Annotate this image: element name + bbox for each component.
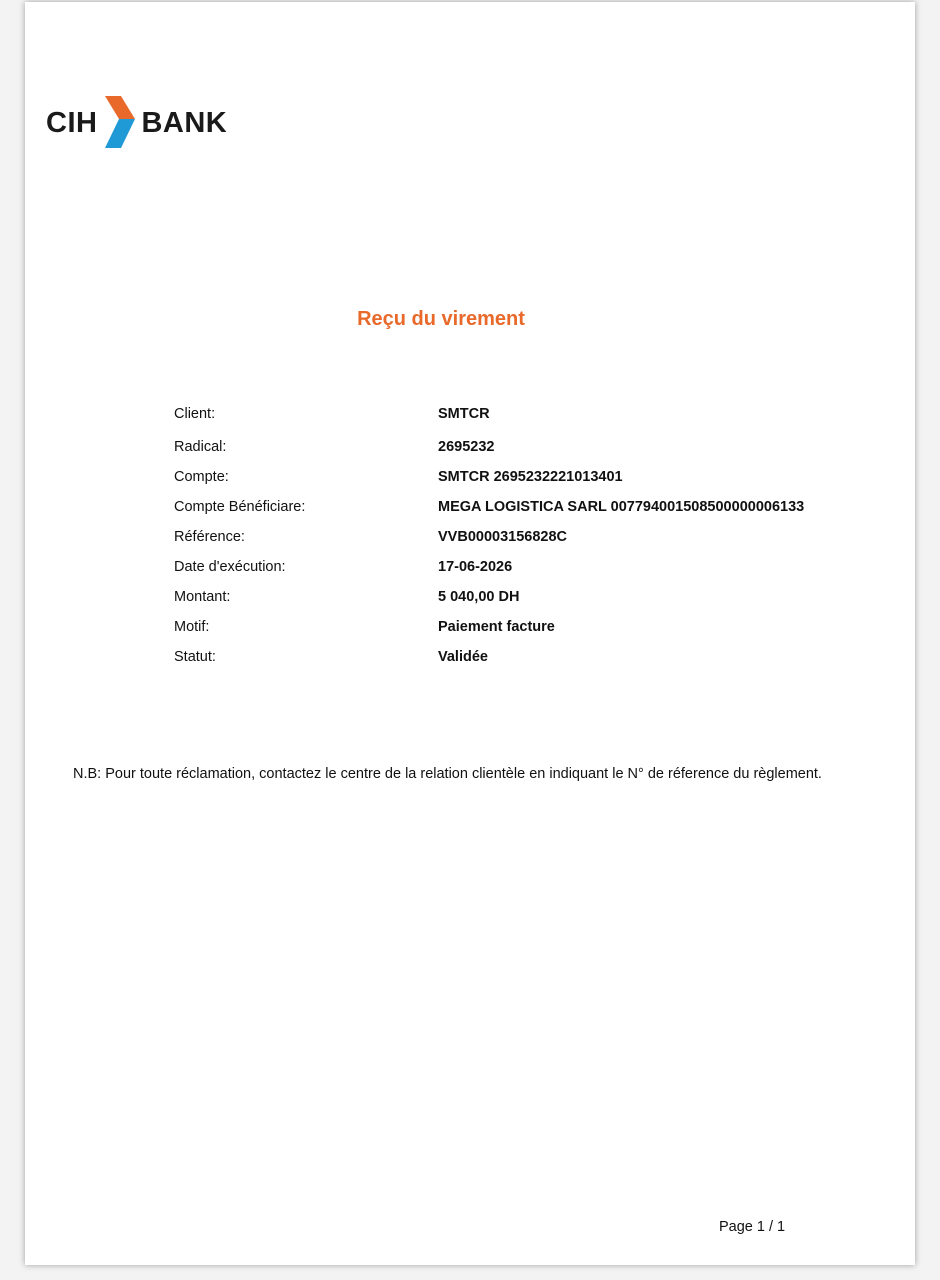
detail-label: Statut: (174, 649, 216, 665)
detail-label: Montant: (174, 589, 231, 605)
detail-value: 2695232 (438, 439, 495, 455)
detail-label: Référence: (174, 529, 245, 545)
detail-label: Radical: (174, 439, 227, 455)
detail-value: VVB00003156828C (438, 529, 567, 545)
detail-value: Validée (438, 649, 488, 665)
detail-row-motif (174, 619, 804, 649)
detail-value: MEGA LOGISTICA SARL 007794001508500000006133 (438, 499, 805, 515)
complaint-note: N.B: Pour toute réclamation, contactez le centre de la relation clientèle en indiquant le N° de réference du règlement. (73, 766, 822, 782)
detail-row-reference (174, 529, 804, 559)
detail-label: Date d'exécution: (174, 559, 286, 575)
receipt-title: Reçu du virement (357, 308, 525, 330)
detail-label: Compte: (174, 469, 229, 485)
receipt-page (25, 2, 915, 1265)
detail-row-compte (174, 469, 804, 499)
detail-label: Compte Bénéficiare: (174, 499, 306, 515)
logo-chevron-icon (103, 96, 137, 150)
detail-row-montant (174, 589, 804, 619)
page-number: Page 1 / 1 (719, 1219, 786, 1235)
detail-row-date-execution (174, 559, 804, 589)
detail-label: Motif: (174, 619, 210, 635)
logo-text-bank: BANK (141, 106, 228, 139)
detail-value: SMTCR (438, 406, 490, 422)
detail-value: 5 040,00 DH (438, 589, 520, 605)
logo-text-cih: CIH (46, 106, 98, 139)
detail-label: Client: (174, 406, 216, 422)
detail-row-statut (174, 649, 804, 679)
detail-row-client (174, 406, 804, 439)
detail-value: SMTCR 2695232221013401 (438, 469, 623, 485)
detail-row-radical (174, 439, 804, 469)
cih-bank-logo (46, 95, 227, 151)
detail-value: 17-06-2026 (438, 559, 513, 575)
transfer-details (174, 406, 804, 679)
detail-value: Paiement facture (438, 619, 555, 635)
detail-row-compte-beneficiaire (174, 499, 804, 529)
